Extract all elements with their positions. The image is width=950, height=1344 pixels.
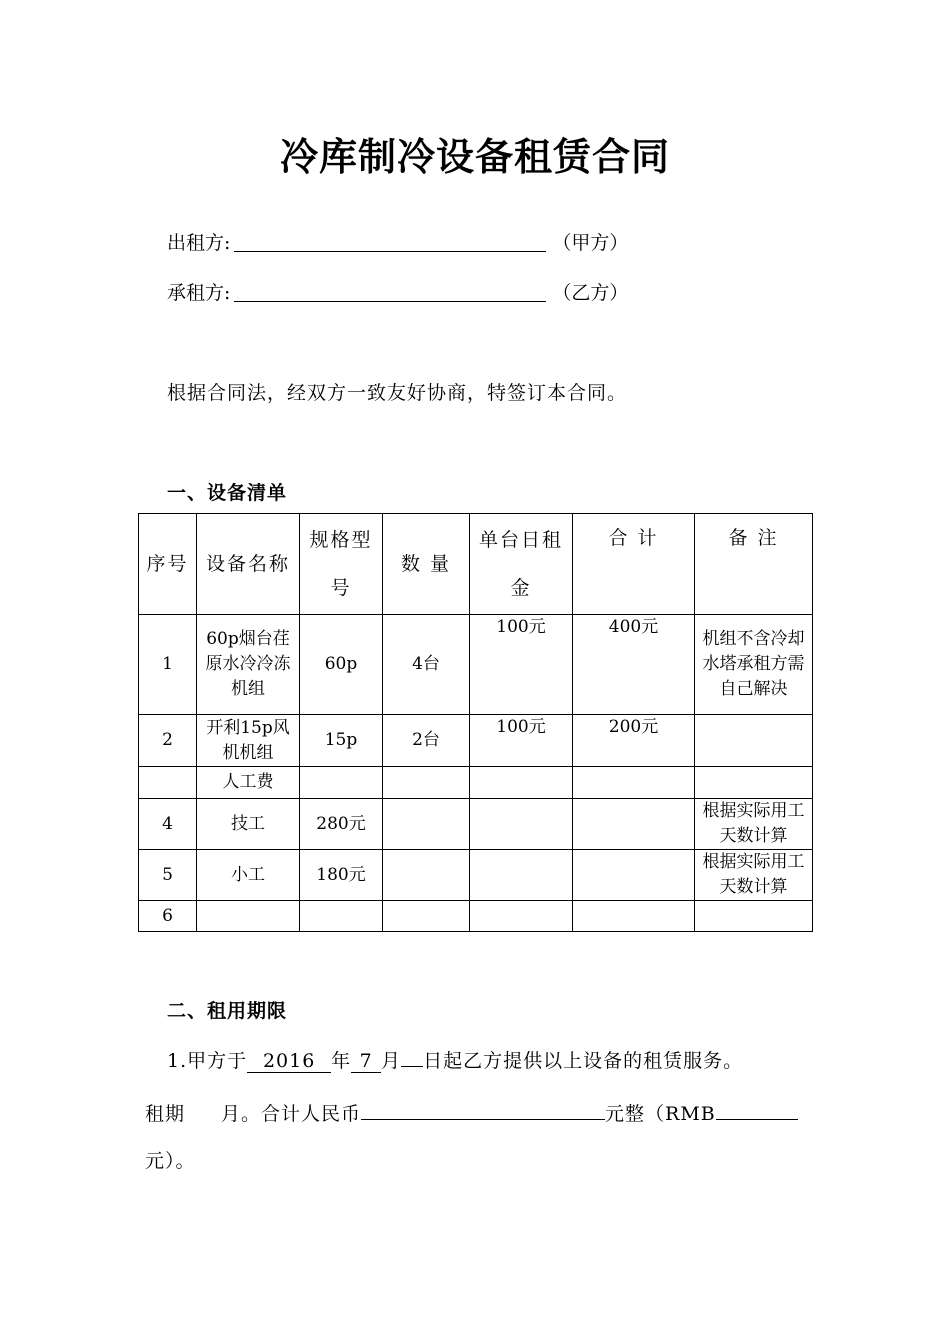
cell-qty	[383, 799, 470, 850]
lessor-blank[interactable]	[234, 231, 546, 252]
header-cell: 备 注	[695, 514, 813, 615]
start-month[interactable]: 7	[351, 1050, 381, 1073]
cell-note: 根据实际用工天数计算	[695, 799, 813, 850]
cell-no: 1	[139, 615, 197, 715]
cell-spec: 15p	[300, 715, 383, 767]
page-title: 冷库制冷设备租赁合同	[279, 134, 670, 179]
table-row	[139, 799, 813, 850]
cell-total: 400元	[573, 615, 695, 715]
cell-daily	[470, 901, 573, 932]
lessee-label: 承租方:	[167, 282, 231, 304]
table-row	[139, 615, 813, 715]
cell-no: 6	[139, 901, 197, 932]
cell-qty	[383, 767, 470, 799]
cell-no: 2	[139, 715, 197, 767]
yuan-close: 元）。	[145, 1150, 196, 1172]
lessor-label: 出租方:	[167, 232, 231, 254]
section-term-heading: 二、租用期限	[167, 1000, 288, 1022]
cell-name: 人工费	[197, 767, 300, 799]
table-row	[139, 901, 813, 932]
lessee-role: （乙方）	[552, 282, 629, 304]
cell-spec	[300, 901, 383, 932]
header-cell: 设备名称	[197, 514, 300, 615]
cell-qty	[383, 850, 470, 901]
cell-note: 机组不含冷却水塔承租方需自己解决	[695, 615, 813, 715]
table-row	[139, 715, 813, 767]
header-cell: 单台日租金	[470, 514, 573, 615]
cell-spec: 60p	[300, 615, 383, 715]
lessor-line	[167, 228, 628, 255]
cell-note	[695, 715, 813, 767]
cell-total	[573, 850, 695, 901]
header-cell: 规格型号	[300, 514, 383, 615]
amount-rmb-blank[interactable]	[716, 1097, 798, 1120]
section-equipment-heading: 一、设备清单	[167, 482, 288, 504]
table-row	[139, 850, 813, 901]
cell-daily	[470, 850, 573, 901]
start-year[interactable]: 2016	[247, 1050, 331, 1073]
header-cell: 合 计	[573, 514, 695, 615]
cell-daily	[470, 799, 573, 850]
cell-daily	[470, 767, 573, 799]
cell-total	[573, 767, 695, 799]
cell-total	[573, 799, 695, 850]
cell-daily: 100元	[470, 615, 573, 715]
term-suffix: 日起乙方提供以上设备的租赁服务。	[423, 1050, 744, 1072]
header-cell: 序号	[139, 514, 197, 615]
lessor-role: （甲方）	[552, 232, 629, 254]
term-prefix: 1.甲方于	[167, 1050, 248, 1072]
cell-total	[573, 901, 695, 932]
cell-spec	[300, 767, 383, 799]
cell-spec: 180元	[300, 850, 383, 901]
table-header-row	[139, 514, 813, 615]
amount-suffix: 元整（RMB	[605, 1103, 716, 1125]
cell-no: 4	[139, 799, 197, 850]
lessee-blank[interactable]	[234, 281, 546, 302]
lessee-line	[167, 278, 628, 305]
month-unit: 月	[381, 1050, 402, 1072]
amount-cny-blank[interactable]	[361, 1097, 605, 1120]
cell-name: 技工	[197, 799, 300, 850]
equipment-table	[138, 513, 813, 932]
cell-no	[139, 767, 197, 799]
cell-note	[695, 767, 813, 799]
cell-name: 开利15p风机机组	[197, 715, 300, 767]
term-label: 租期	[145, 1103, 186, 1125]
cell-qty	[383, 901, 470, 932]
year-unit: 年	[331, 1050, 352, 1072]
cell-note	[695, 901, 813, 932]
cell-total: 200元	[573, 715, 695, 767]
table-row	[139, 767, 813, 799]
cell-qty: 4台	[383, 615, 470, 715]
header-cell: 数 量	[383, 514, 470, 615]
cell-name	[197, 901, 300, 932]
cell-note: 根据实际用工天数计算	[695, 850, 813, 901]
cell-daily: 100元	[470, 715, 573, 767]
cell-name: 60p烟台荏原水冷冷冻机组	[197, 615, 300, 715]
cell-no: 5	[139, 850, 197, 901]
start-day-blank[interactable]	[401, 1044, 423, 1067]
term-unit: 月。合计人民币	[221, 1103, 362, 1125]
term-paragraph-line1	[167, 1044, 743, 1073]
intro-paragraph: 根据合同法，经双方一致友好协商，特签订本合同。	[167, 382, 628, 404]
cell-qty: 2台	[383, 715, 470, 767]
term-paragraph-line2	[145, 1097, 798, 1126]
cell-name: 小工	[197, 850, 300, 901]
cell-spec: 280元	[300, 799, 383, 850]
